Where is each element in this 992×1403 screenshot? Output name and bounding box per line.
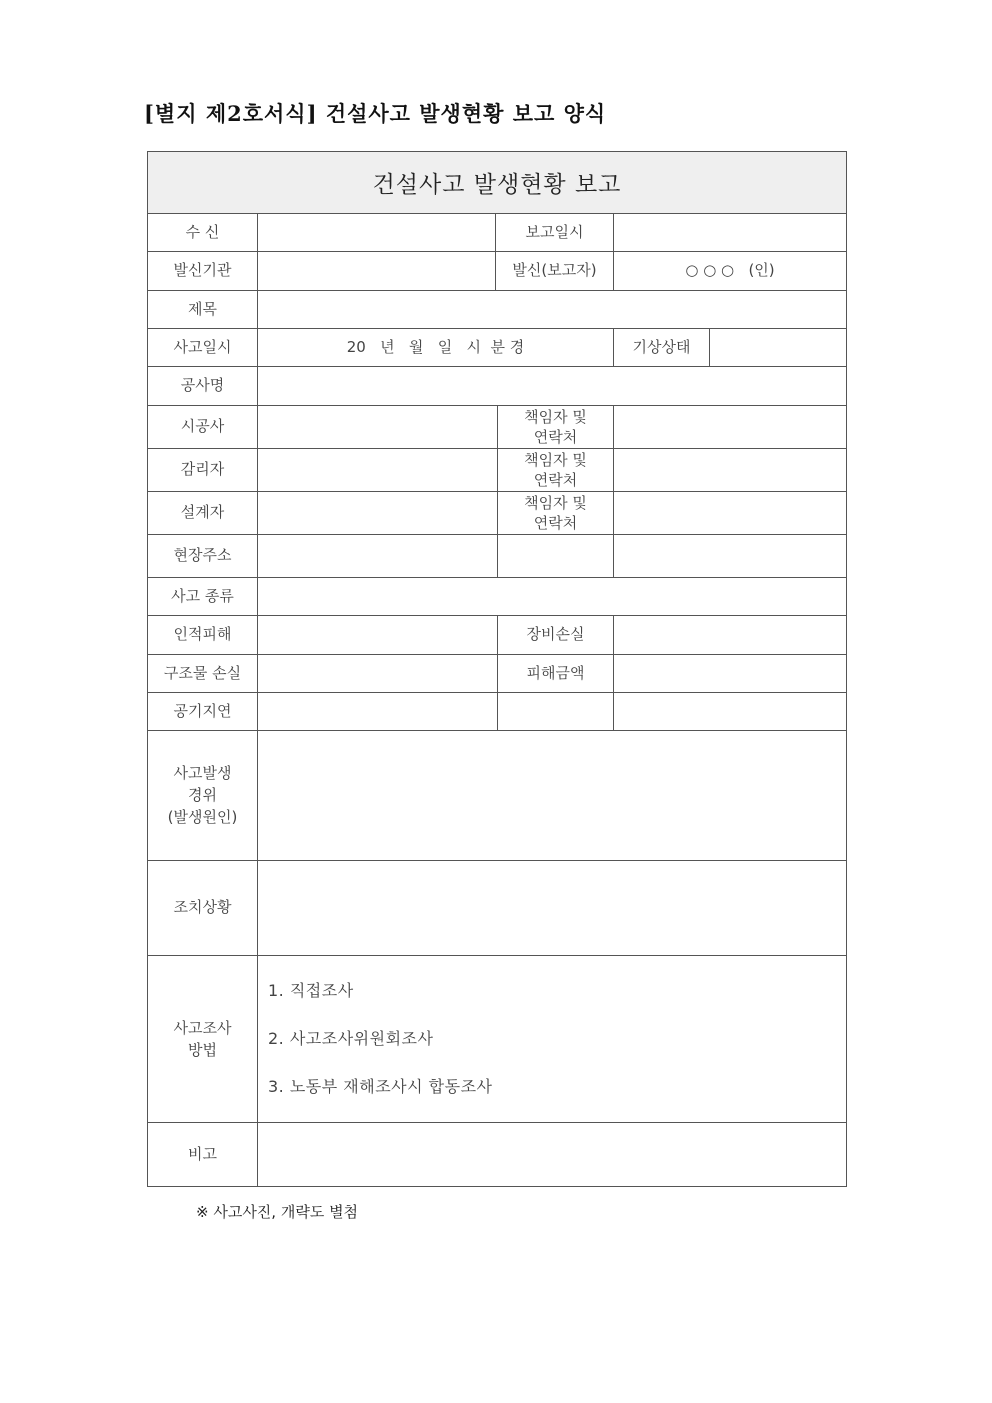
contractor-label: 시공사 bbox=[180, 417, 225, 435]
designer-label: 설계자 bbox=[180, 503, 225, 521]
accident-datetime-label: 사고일시 bbox=[173, 337, 232, 356]
document-title: [별지 제2호서식] 건설사고 발생현황 보고 양식 bbox=[144, 101, 607, 126]
manager-contact-line2: 연락처 bbox=[533, 427, 578, 446]
investigation-method-label bbox=[148, 955, 257, 1122]
designer-field[interactable] bbox=[258, 491, 497, 534]
project-name-field[interactable] bbox=[258, 366, 846, 405]
supervisor-manager-contact-label bbox=[498, 448, 613, 491]
designer-contact-field[interactable] bbox=[614, 491, 846, 534]
sender-org-field[interactable] bbox=[258, 251, 495, 290]
sender-reporter-label: 발신(보고자) bbox=[512, 261, 597, 279]
accident-cause-field[interactable] bbox=[258, 730, 846, 860]
manager-contact-line1: 책임자 및 bbox=[524, 493, 587, 512]
form-title: 건설사고 발생현황 보고 bbox=[372, 172, 622, 198]
accident-type-field[interactable] bbox=[258, 577, 846, 615]
manager-contact-line2: 연락처 bbox=[533, 470, 578, 489]
sender-signature: ○ ○ ○ (인) bbox=[685, 261, 775, 279]
contractor-contact-field[interactable] bbox=[614, 405, 846, 448]
attachment-note: ※ 사고사진, 개략도 별첨 bbox=[196, 1203, 359, 1221]
supervisor-label: 감리자 bbox=[180, 460, 225, 478]
investigation-method-option[interactable]: 1. 직접조사 bbox=[268, 981, 354, 1000]
accident-datetime-value[interactable]: 20 년 월 일 시 분 경 bbox=[346, 337, 525, 356]
measures-field[interactable] bbox=[258, 860, 846, 955]
damage-amount-field[interactable] bbox=[614, 654, 846, 692]
subject-field[interactable] bbox=[258, 290, 846, 328]
schedule-delay-extra-field-2[interactable] bbox=[614, 692, 846, 730]
accident-cause-label bbox=[148, 730, 257, 860]
manager-contact-line1: 책임자 및 bbox=[524, 450, 587, 469]
remarks-label: 비고 bbox=[188, 1144, 217, 1163]
weather-label: 기상상태 bbox=[632, 337, 691, 356]
investigation-method-option[interactable]: 2. 사고조사위원회조사 bbox=[268, 1029, 434, 1048]
site-address-label: 현장주소 bbox=[173, 546, 232, 564]
recipient-label: 수 신 bbox=[185, 222, 220, 241]
accident-cause-line3: (발생원인) bbox=[167, 808, 238, 826]
investigation-methods-list bbox=[268, 981, 493, 1125]
supervisor-field[interactable] bbox=[258, 448, 497, 491]
sender-org-label: 발신기관 bbox=[173, 261, 232, 279]
contractor-manager-contact-label bbox=[498, 405, 613, 448]
structure-loss-label: 구조물 손실 bbox=[163, 663, 242, 682]
site-address-field[interactable] bbox=[258, 534, 497, 577]
investigation-line1: 사고조사 bbox=[173, 1018, 232, 1037]
accident-cause-line1: 사고발생 bbox=[173, 764, 232, 782]
schedule-delay-extra-field[interactable] bbox=[498, 692, 613, 730]
casualties-label: 인적피해 bbox=[173, 625, 232, 643]
investigation-method-option[interactable]: 3. 노동부 재해조사시 합동조사 bbox=[268, 1077, 493, 1096]
subject-label: 제목 bbox=[188, 299, 217, 318]
measures-label: 조치상황 bbox=[173, 898, 232, 916]
site-address-extra-field-2[interactable] bbox=[614, 534, 846, 577]
damage-amount-label: 피해금액 bbox=[526, 663, 585, 682]
equipment-loss-label: 장비손실 bbox=[526, 625, 585, 643]
weather-field[interactable] bbox=[710, 328, 846, 366]
schedule-delay-field[interactable] bbox=[258, 692, 497, 730]
manager-contact-line1: 책임자 및 bbox=[524, 407, 587, 426]
report-datetime-field[interactable] bbox=[614, 213, 846, 251]
report-datetime-label: 보고일시 bbox=[525, 222, 584, 241]
designer-manager-contact-label bbox=[498, 491, 613, 534]
supervisor-contact-field[interactable] bbox=[614, 448, 846, 491]
structure-loss-field[interactable] bbox=[258, 654, 497, 692]
accident-type-label: 사고 종류 bbox=[171, 586, 234, 605]
investigation-line2: 방법 bbox=[188, 1040, 217, 1059]
schedule-delay-label: 공기지연 bbox=[173, 701, 232, 720]
recipient-field[interactable] bbox=[258, 213, 495, 251]
casualties-field[interactable] bbox=[258, 615, 497, 654]
accident-cause-line2: 경위 bbox=[188, 786, 217, 804]
project-name-label: 공사명 bbox=[180, 376, 225, 394]
manager-contact-line2: 연락처 bbox=[533, 513, 578, 532]
accident-report-form bbox=[147, 151, 847, 1187]
remarks-field[interactable] bbox=[258, 1122, 846, 1186]
contractor-field[interactable] bbox=[258, 405, 497, 448]
site-address-extra-field[interactable] bbox=[498, 534, 613, 577]
equipment-loss-field[interactable] bbox=[614, 615, 846, 654]
